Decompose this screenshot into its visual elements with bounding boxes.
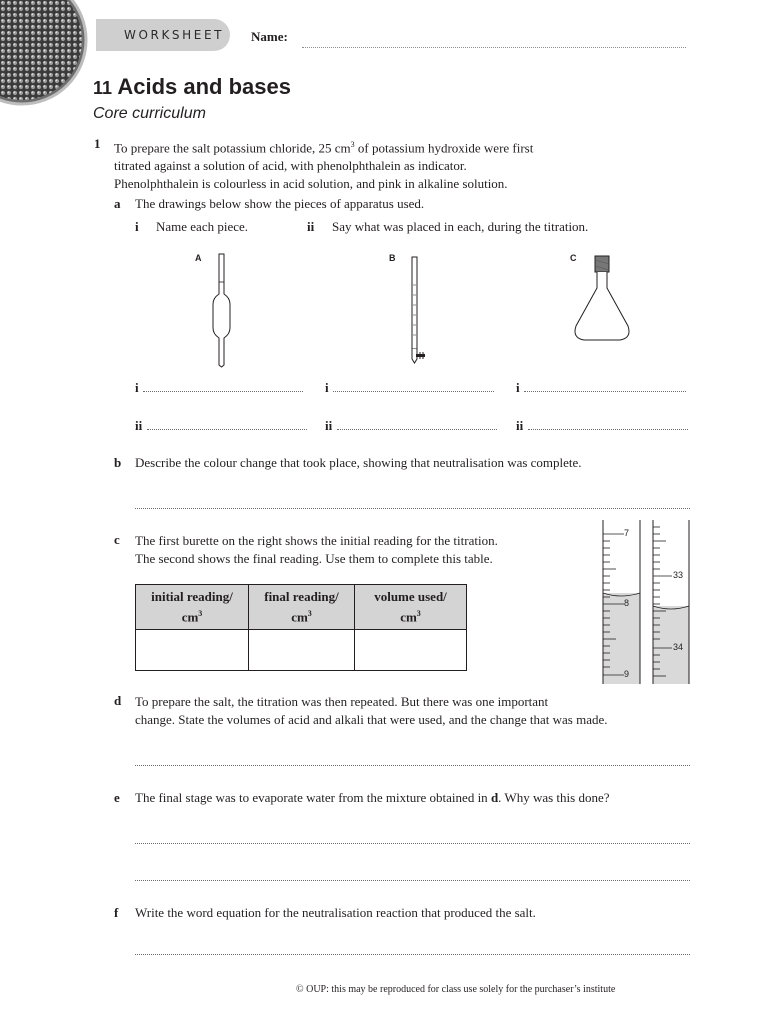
part-a-text: The drawings below show the pieces of apparatus used. (135, 196, 425, 211)
answer-a-i-line[interactable] (143, 381, 303, 392)
conical-flask-drawing (570, 254, 638, 344)
part-c-text (135, 532, 498, 568)
part-a-letter: a (114, 196, 121, 211)
header-initial-reading: initial reading/ $cm^3$ (136, 585, 249, 630)
cell-volume-used[interactable] (355, 630, 467, 671)
part-a-i-text: Name each piece. (156, 219, 249, 234)
part-b-text: Describe the colour change that took place, showing that neutralisation was complete. (135, 455, 582, 470)
part-e-text: The final stage was to evaporate water from the mixture obtained in d. Why was this done? (135, 790, 610, 805)
part-e-answer-line-2[interactable] (135, 870, 690, 881)
part-d-line-2: change. State the volumes of acid and alkali that were used, and the change that was made. (135, 712, 608, 727)
part-d-answer-line[interactable] (135, 755, 690, 766)
answer-b-ii-label: ii (325, 418, 333, 433)
part-b-answer-line[interactable] (135, 498, 690, 509)
burette1-label-8: 8 (624, 598, 630, 608)
apparatus-label-c: C (570, 253, 577, 263)
burette1-label-9: 9 (624, 669, 630, 679)
burette1-label-7: 7 (624, 528, 630, 538)
cell-initial-reading[interactable] (136, 630, 249, 671)
part-f-answer-line[interactable] (135, 944, 690, 955)
answer-c-ii-label: ii (516, 418, 524, 433)
answer-c-i-line[interactable] (524, 381, 686, 392)
answer-b-i-line[interactable] (333, 381, 494, 392)
chapter-number: 11 (93, 78, 113, 98)
answer-c-ii-line[interactable] (528, 419, 688, 430)
intro-line-3: Phenolphthalein is colourless in acid solution, and pink in alkaline solution. (114, 176, 508, 192)
name-underline (302, 47, 686, 48)
apparatus-label-a: A (195, 253, 202, 263)
part-d-text (135, 693, 608, 729)
part-b-letter: b (114, 455, 122, 470)
answer-b-ii-line[interactable] (337, 419, 497, 430)
part-c-line-1: The first burette on the right shows the initial reading for the titration. (135, 533, 498, 548)
part-c-line-2: The second shows the final reading. Use them to complete this table. (135, 551, 493, 566)
part-e-answer-line-1[interactable] (135, 833, 690, 844)
part-e-letter: e (114, 790, 120, 805)
apparatus-label-b: B (389, 253, 396, 263)
answer-a-ii-line[interactable] (147, 419, 307, 430)
chapter-title: Acids and bases (117, 74, 291, 99)
page-subtitle: Core curriculum (93, 105, 206, 122)
intro-line-1: To prepare the salt potassium chloride, 25 $cm^3$ of potassium hydroxide were first (114, 140, 534, 156)
burette-readings-drawing (598, 518, 694, 688)
cell-final-reading[interactable] (249, 630, 355, 671)
answer-b-i-label: i (325, 380, 329, 395)
pipette-drawing (208, 252, 236, 368)
question-number: 1 (94, 136, 101, 151)
answer-c-i-label: i (516, 380, 520, 395)
burette-drawing (404, 255, 430, 367)
worksheet-tab: WORKSHEET (96, 19, 230, 51)
part-a-ii-text: Say what was placed in each, during the titration. (332, 219, 589, 234)
name-label: Name: (251, 29, 288, 44)
part-f-letter: f (114, 905, 119, 920)
answer-a-i-label: i (135, 380, 139, 395)
header-volume-used: volume used/ $cm^3$ (355, 585, 467, 630)
burette2-label-34: 34 (673, 642, 684, 652)
header-final-reading: final reading/ $cm^3$ (249, 585, 355, 630)
copyright-footer: © OUP: this may be reproduced for class use solely for the purchaser’s institute (296, 984, 616, 995)
part-d-letter: d (114, 693, 122, 708)
part-f-text: Write the word equation for the neutralisation reaction that produced the salt. (135, 905, 536, 920)
corner-decoration-image (0, 0, 90, 112)
page-title (93, 74, 291, 100)
part-d-line-1: To prepare the salt, the titration was then repeated. But there was one important (135, 694, 549, 709)
readings-table (135, 584, 467, 671)
answer-a-ii-label: ii (135, 418, 143, 433)
burette2-label-33: 33 (673, 570, 684, 580)
part-a-i-label: i (135, 219, 139, 234)
part-a-ii-label: ii (307, 219, 315, 234)
part-c-letter: c (114, 532, 120, 547)
intro-line-2: titrated against a solution of acid, with phenolphthalein as indicator. (114, 158, 467, 174)
question-intro (114, 136, 533, 193)
